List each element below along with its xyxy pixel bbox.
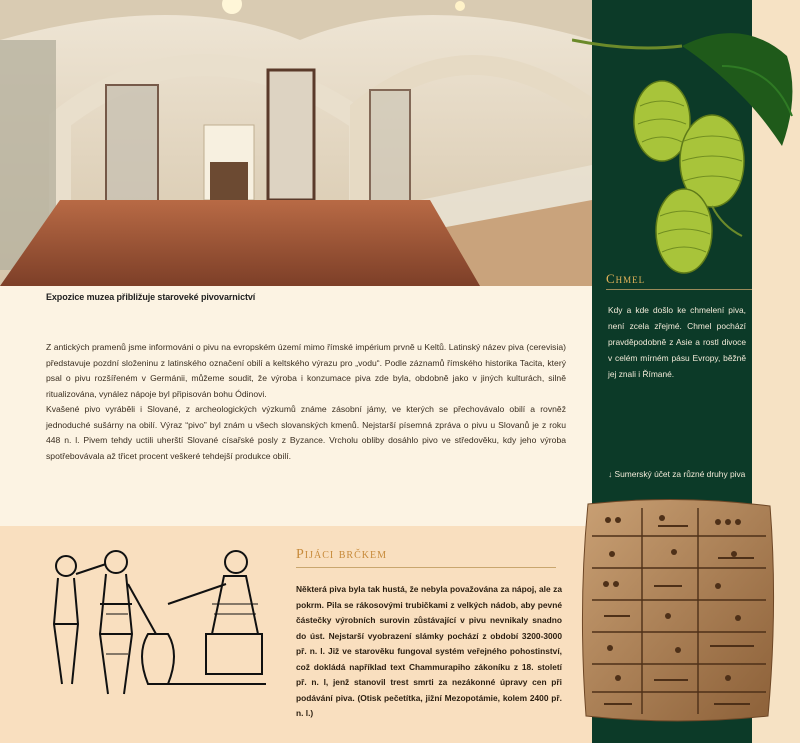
chmel-heading: Chmel <box>606 271 646 286</box>
article-body <box>46 340 566 464</box>
museum-interior-illustration <box>0 0 592 286</box>
chmel-text: Kdy a kde došlo ke chmelení piva, není zcela zřejmé. Chmel pochází pravděpodobně z Asie a rostl divoce v celém mírném pásu Evropy, běžně jej znali i Římané. <box>608 305 746 379</box>
pijaci-divider <box>296 567 556 568</box>
pijaci-text: Některá piva byla tak hustá, že nebyla považována za nápoj, ale za pokrm. Pila se rákosovými trubičkami z velkých nádob, aby pevné částečky výrobních surovin zůstávající v pivu nevnikaly snadno do úst. Nejstarší vyobrazení slámky pochází z období 3200-3000 př. n. l. Již ve starověku fungoval systém veřejného pohostinství, což dokládá například text Chammurapiho zákoníku z 18. století př. n. l, jenž stanovil trest smrti za nezákonné úpravy cen při podávání piva. (Otisk pečetítka, jižní Mezopotámie, kolem 2400 př. n. l.) <box>296 584 562 718</box>
museum-photo <box>0 0 592 286</box>
sumerian-tablet-image <box>578 496 778 724</box>
tablet-caption: ↓ Sumerský účet za různé druhy piva <box>608 469 746 479</box>
chmel-divider <box>606 289 752 290</box>
hop-cone-illustration <box>572 26 800 280</box>
seal-impression-drawing <box>36 544 268 702</box>
pijaci-heading: Pijáci brčkem <box>296 547 387 562</box>
article-paragraph: Z antických pramenů jsme informováni o pivu na evropském území mimo římské impérium prvně u Keltů. Latinský název piva (cerevisia) představuje pozdní složeninu z latinského označení obilí a keltského výrazu pro „vodu“. Podle záznamů římského historika Tacita, který psal o pivu rozšířeném v Germánii, můžeme soudit, že výroba i konzumace piva zde byla, obdobně jako v jiných kulturách, silně ritualizována, vynález nápoje byl připisován bohu Ódinovi. <box>46 342 566 399</box>
article-paragraph: Kvašené pivo vyráběli i Slované, z archeologických výzkumů známe zásobní jámy, ve kterých se přechovávalo obilí a rovněž jednoduché sušárny na obilí. Výraz “pivo” byl znám u všech slovanských kmenů. Nejstarší písemná zpráva o pivu u Slovanů je z roku 448 n. l. Pivem tehdy uctili uherští Slované císařské posly z Byzance. Vrcholu obliby dosáhlo pivo ve středověku, kdy jeho výroba spotřebovávala až třicet procent veškeré tehdejší produkce obilí. <box>46 404 566 461</box>
photo-caption: Expozice muzea přibližuje staroveké pivovarnictví <box>46 292 256 302</box>
